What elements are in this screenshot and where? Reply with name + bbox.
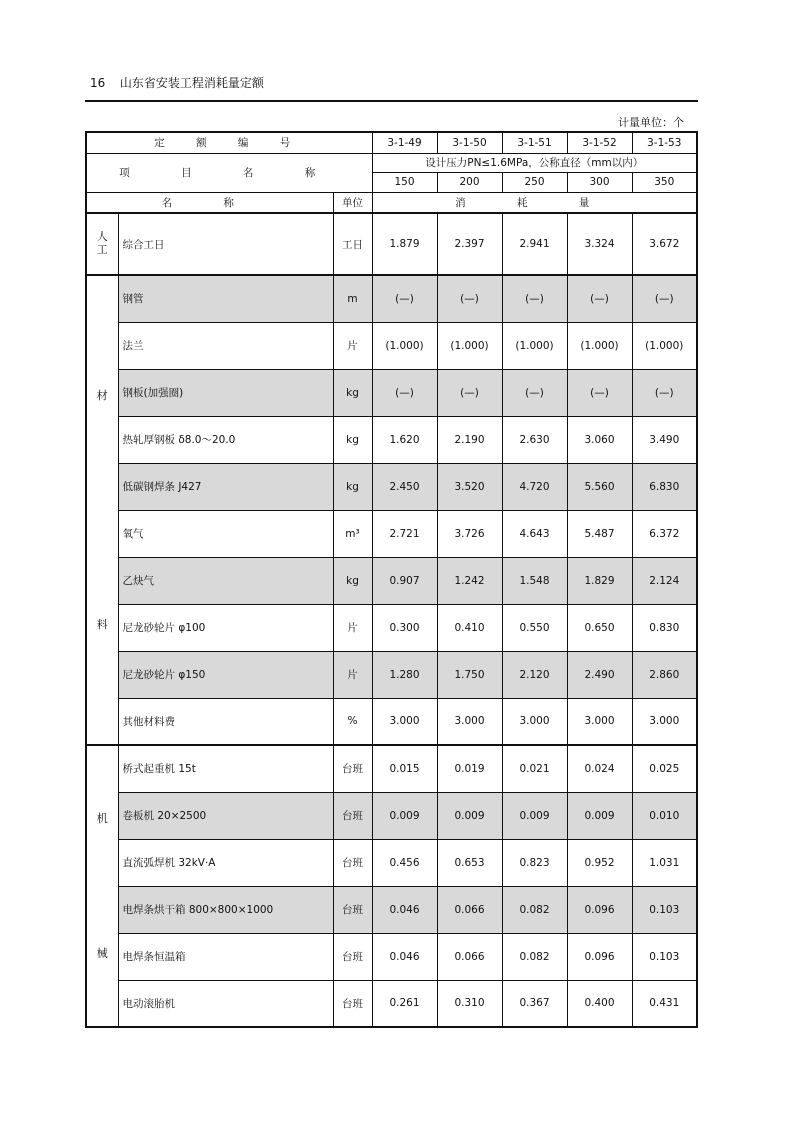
consumption-value: 1.620 <box>372 416 437 463</box>
consumption-value: 0.952 <box>567 839 632 886</box>
item-name: 热轧厚钢板 δ8.0～20.0 <box>118 416 333 463</box>
category-label: 人工 <box>96 230 108 256</box>
consumption-value: (—) <box>372 275 437 322</box>
item-name-label: 项 目 名 称 <box>86 153 372 192</box>
consumption-value: 0.066 <box>437 933 502 980</box>
diameter: 300 <box>567 172 632 192</box>
diameter: 250 <box>502 172 567 192</box>
table-row <box>86 933 697 980</box>
consumption-value: (—) <box>567 369 632 416</box>
table-row <box>86 839 697 886</box>
consumption-value: 0.650 <box>567 604 632 651</box>
item-name: 电焊条烘干箱 800×800×1000 <box>118 886 333 933</box>
consumption-value: 6.830 <box>632 463 697 510</box>
consumption-header: 消 耗 量 <box>372 192 697 213</box>
diameter: 150 <box>372 172 437 192</box>
consumption-value: (1.000) <box>567 322 632 369</box>
table-row <box>86 980 697 1027</box>
consumption-value: (—) <box>502 275 567 322</box>
book-title: 山东省安装工程消耗量定额 <box>119 76 264 90</box>
consumption-value: 0.456 <box>372 839 437 886</box>
item-unit: m³ <box>333 510 372 557</box>
consumption-value: 3.490 <box>632 416 697 463</box>
item-name: 钢管 <box>118 275 333 322</box>
item-unit: 台班 <box>333 980 372 1027</box>
quota-number: 3-1-52 <box>567 132 632 153</box>
item-unit: kg <box>333 557 372 604</box>
consumption-value: 0.009 <box>372 792 437 839</box>
category-cell <box>86 275 118 745</box>
item-unit: 台班 <box>333 933 372 980</box>
consumption-value: 3.060 <box>567 416 632 463</box>
consumption-value: (—) <box>632 369 697 416</box>
consumption-value: 0.046 <box>372 933 437 980</box>
item-unit: % <box>333 698 372 745</box>
consumption-value: 2.124 <box>632 557 697 604</box>
item-name: 卷板机 20×2500 <box>118 792 333 839</box>
consumption-value: 0.015 <box>372 745 437 792</box>
consumption-value: 1.750 <box>437 651 502 698</box>
consumption-value: 0.082 <box>502 933 567 980</box>
quota-number: 3-1-53 <box>632 132 697 153</box>
consumption-value: (1.000) <box>502 322 567 369</box>
table-row <box>86 510 697 557</box>
table-row <box>86 463 697 510</box>
item-unit: 工日 <box>333 213 372 275</box>
consumption-value: 2.450 <box>372 463 437 510</box>
page-number: 16 <box>90 76 106 90</box>
consumption-value: 0.550 <box>502 604 567 651</box>
consumption-value: 0.400 <box>567 980 632 1027</box>
consumption-value: (1.000) <box>632 322 697 369</box>
table-row <box>86 886 697 933</box>
consumption-value: 0.096 <box>567 933 632 980</box>
consumption-value: 5.560 <box>567 463 632 510</box>
item-name: 桥式起重机 15t <box>118 745 333 792</box>
consumption-value: 0.082 <box>502 886 567 933</box>
consumption-value: (1.000) <box>372 322 437 369</box>
consumption-value: 3.726 <box>437 510 502 557</box>
diameter: 350 <box>632 172 697 192</box>
category-label: 机械 <box>96 812 108 960</box>
table-row <box>86 213 697 275</box>
item-unit: 台班 <box>333 745 372 792</box>
spec-label: 设计压力PN≤1.6MPa，公称直径（mm以内） <box>372 153 697 172</box>
consumption-value: 3.000 <box>437 698 502 745</box>
item-name: 电焊条恒温箱 <box>118 933 333 980</box>
consumption-value: 0.025 <box>632 745 697 792</box>
table-row <box>86 698 697 745</box>
diameter: 200 <box>437 172 502 192</box>
name-column-header: 名 称 <box>86 192 333 213</box>
consumption-value: (—) <box>567 275 632 322</box>
consumption-value: (—) <box>502 369 567 416</box>
consumption-value: 0.009 <box>502 792 567 839</box>
item-name: 低碳钢焊条 J427 <box>118 463 333 510</box>
consumption-value: 0.103 <box>632 933 697 980</box>
table-row <box>86 745 697 792</box>
measurement-unit-note: 计量单位：个 <box>618 116 684 129</box>
item-name: 乙炔气 <box>118 557 333 604</box>
consumption-value: 0.009 <box>567 792 632 839</box>
item-name: 直流弧焊机 32kV·A <box>118 839 333 886</box>
consumption-value: 1.829 <box>567 557 632 604</box>
table-row <box>86 275 697 322</box>
table-row <box>86 322 697 369</box>
category-cell <box>86 745 118 1027</box>
consumption-value: 0.024 <box>567 745 632 792</box>
consumption-value: 0.907 <box>372 557 437 604</box>
item-unit: m <box>333 275 372 322</box>
consumption-value: 1.031 <box>632 839 697 886</box>
unit-column-header: 单位 <box>333 192 372 213</box>
item-name: 钢板(加强圈) <box>118 369 333 416</box>
table-row <box>86 369 697 416</box>
item-unit: 片 <box>333 651 372 698</box>
consumption-value: 2.860 <box>632 651 697 698</box>
category-cell <box>86 213 118 275</box>
consumption-value: 1.242 <box>437 557 502 604</box>
consumption-value: 0.431 <box>632 980 697 1027</box>
consumption-value: 4.643 <box>502 510 567 557</box>
table-row <box>86 651 697 698</box>
item-unit: kg <box>333 369 372 416</box>
consumption-value: 0.009 <box>437 792 502 839</box>
consumption-value: 6.372 <box>632 510 697 557</box>
item-unit: kg <box>333 416 372 463</box>
consumption-value: (—) <box>437 369 502 416</box>
consumption-value: (—) <box>437 275 502 322</box>
item-name: 氧气 <box>118 510 333 557</box>
item-name: 其他材料费 <box>118 698 333 745</box>
table-row <box>86 416 697 463</box>
page-header <box>90 74 264 91</box>
item-name: 综合工日 <box>118 213 333 275</box>
table-row <box>86 604 697 651</box>
consumption-value: 3.000 <box>632 698 697 745</box>
consumption-value: 0.300 <box>372 604 437 651</box>
consumption-value: 0.019 <box>437 745 502 792</box>
consumption-value: 0.021 <box>502 745 567 792</box>
consumption-value: (1.000) <box>437 322 502 369</box>
consumption-value: 0.046 <box>372 886 437 933</box>
consumption-value: 0.823 <box>502 839 567 886</box>
quota-table <box>85 131 698 1028</box>
item-unit: 片 <box>333 322 372 369</box>
item-unit: 台班 <box>333 792 372 839</box>
consumption-value: 1.879 <box>372 213 437 275</box>
quota-no-label: 定 额 编 号 <box>86 132 372 153</box>
consumption-value: 3.520 <box>437 463 502 510</box>
consumption-value: 3.000 <box>372 698 437 745</box>
consumption-value: 2.120 <box>502 651 567 698</box>
consumption-value: 3.324 <box>567 213 632 275</box>
consumption-value: 0.103 <box>632 886 697 933</box>
item-name: 法兰 <box>118 322 333 369</box>
consumption-value: 0.261 <box>372 980 437 1027</box>
consumption-value: 3.000 <box>567 698 632 745</box>
item-unit: 台班 <box>333 839 372 886</box>
consumption-value: 0.010 <box>632 792 697 839</box>
consumption-value: (—) <box>372 369 437 416</box>
consumption-value: 4.720 <box>502 463 567 510</box>
consumption-value: 1.548 <box>502 557 567 604</box>
consumption-value: 2.941 <box>502 213 567 275</box>
item-name: 电动滚胎机 <box>118 980 333 1027</box>
item-unit: kg <box>333 463 372 510</box>
consumption-value: 0.410 <box>437 604 502 651</box>
quota-number: 3-1-50 <box>437 132 502 153</box>
consumption-value: (—) <box>632 275 697 322</box>
consumption-value: 3.000 <box>502 698 567 745</box>
consumption-value: 0.830 <box>632 604 697 651</box>
consumption-value: 1.280 <box>372 651 437 698</box>
item-unit: 片 <box>333 604 372 651</box>
table-row <box>86 792 697 839</box>
consumption-value: 2.490 <box>567 651 632 698</box>
item-unit: 台班 <box>333 886 372 933</box>
consumption-value: 2.630 <box>502 416 567 463</box>
consumption-value: 3.672 <box>632 213 697 275</box>
consumption-value: 0.653 <box>437 839 502 886</box>
consumption-value: 5.487 <box>567 510 632 557</box>
item-name: 尼龙砂轮片 φ150 <box>118 651 333 698</box>
table-row <box>86 557 697 604</box>
consumption-value: 2.190 <box>437 416 502 463</box>
consumption-value: 0.367 <box>502 980 567 1027</box>
consumption-value: 0.066 <box>437 886 502 933</box>
item-name: 尼龙砂轮片 φ100 <box>118 604 333 651</box>
consumption-value: 2.397 <box>437 213 502 275</box>
consumption-value: 0.310 <box>437 980 502 1027</box>
header-rule <box>85 100 698 102</box>
quota-number: 3-1-51 <box>502 132 567 153</box>
consumption-value: 0.096 <box>567 886 632 933</box>
quota-number: 3-1-49 <box>372 132 437 153</box>
consumption-value: 2.721 <box>372 510 437 557</box>
category-label: 材料 <box>96 389 108 631</box>
